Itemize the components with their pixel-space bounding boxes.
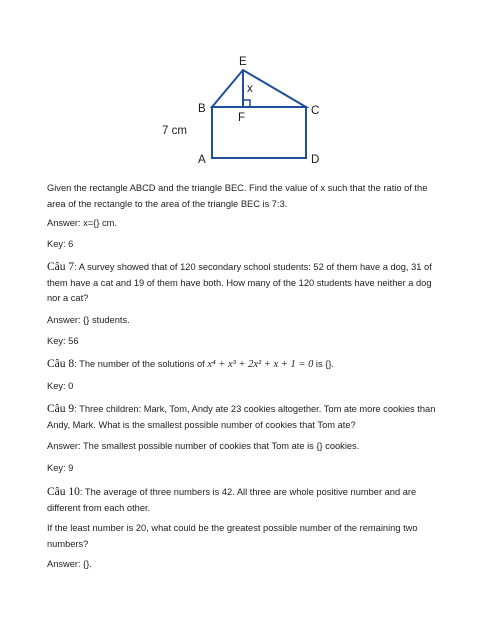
problem-8-label: Câu 8 — [47, 358, 75, 370]
problem-8-text-post: is {}. — [313, 359, 335, 369]
problem-6-key: Key: 6 — [47, 239, 74, 249]
problem-9-question — [47, 402, 447, 433]
problem-9-answer: Answer: The smallest possible number of cookies that Tom ate is {} cookies. — [47, 441, 360, 451]
problem-10-answer: Answer: {}. — [47, 559, 92, 569]
label-a: A — [198, 154, 206, 166]
label-c: C — [311, 105, 320, 117]
problem-9-label: Câu 9 — [47, 403, 75, 415]
problem-8-text-pre: : The number of the solutions of — [74, 359, 208, 369]
problem-9-key: Key: 9 — [47, 463, 74, 473]
rectangle-abcd — [212, 107, 306, 158]
right-angle-mark — [243, 100, 250, 107]
problem-8-key: Key: 0 — [47, 381, 74, 391]
label-side-length: 7 cm — [162, 125, 187, 137]
label-f: F — [238, 112, 246, 124]
problem-8-question — [47, 357, 447, 373]
problem-8-equation: x⁴ + x³ + 2x² + x + 1 = 0 — [207, 359, 314, 370]
label-e: E — [239, 56, 247, 68]
label-b: B — [198, 103, 206, 115]
problem-10-label: Câu 10 — [47, 486, 80, 498]
problem-10-question-2: If the least number is 20, what could be the greatest possible number of the remaining two numbers? — [47, 523, 418, 549]
problem-9-text: : Three children: Mark, Tom, Andy ate 23 cookies altogether. Tom ate more cookies than Andy, Mark. What is the smallest possible number of cookies that Tom ate? — [47, 404, 436, 430]
label-x: x — [247, 83, 253, 95]
rectangle-triangle-diagram — [190, 50, 330, 175]
problem-7-answer: Answer: {} students. — [47, 315, 130, 325]
problem-10-text: : The average of three numbers is 42. All three are whole positive number and are different from each other. — [47, 487, 417, 513]
triangle-bec — [212, 70, 306, 107]
problem-6-question: Given the rectangle ABCD and the triangle BEC. Find the value of x such that the ratio of the area of the rectangle to the area of the triangle BEC is 7:3. — [47, 183, 428, 209]
problem-7-question — [47, 260, 447, 307]
problem-7-text: : A survey showed that of 120 secondary school students: 52 of them have a dog, 31 of them have a cat and 19 of them have both. How many of the 120 students have neither a dog nor a cat? — [47, 262, 432, 303]
problem-7-label: Câu 7 — [47, 261, 75, 273]
problem-7-key: Key: 56 — [47, 336, 79, 346]
geometry-figure — [162, 50, 330, 175]
problem-10-question — [47, 485, 447, 516]
problem-6-answer: Answer: x={} cm. — [47, 218, 118, 228]
label-d: D — [311, 154, 320, 166]
